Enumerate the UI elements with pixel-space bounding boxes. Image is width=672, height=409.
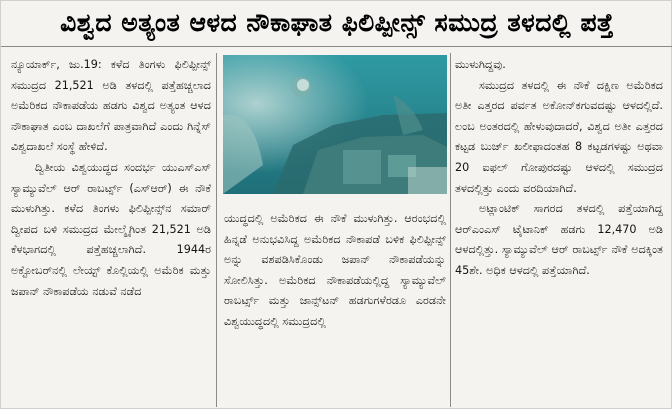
column-divider-left — [216, 53, 217, 407]
shipwreck-image — [223, 55, 447, 194]
column-divider-right — [450, 53, 451, 407]
article-column-1 — [11, 55, 211, 407]
article-column-3 — [455, 55, 663, 407]
article-column-2 — [224, 209, 446, 405]
headline: ವಿಶ್ವದ ಅತ್ಯಂತ ಆಳದ ನೌಕಾಘಾತ ಫಿಲಿಪ್ಪೀನ್ಸ್ ಸಮುದ್ರ ತಳದಲ್ಲಿ ಪತ್ತೆ — [60, 8, 614, 37]
paragraph: ಯುದ್ಧದಲ್ಲಿ ಅಮೆರಿಕದ ಈ ನೌಕೆ ಮುಳುಗಿತ್ತು. ಆರಂಭದಲ್ಲಿ ಹಿನ್ನಡೆ ಅನುಭವಿಸಿದ್ದ ಅಮೆರಿಕದ ನೌಕಾಪಡೆ ಬಳಿಕ ಫಿಲಿಪ್ಪೀನ್ಸ್ ಅನ್ನು ವಶಪಡಿಸಿಕೊಂಡು ಜಪಾನ್ ನೌಕಾಪಡೆಯನ್ನು ಸೋಲಿಸಿತ್ತು. ಅಮೆರಿಕದ ನೌಕಾಪಡೆಯಲ್ಲಿದ್ದ ಸ್ಯಾಮ್ಯುವೆಲ್ ರಾಬರ್ಟ್ಸ್ ಮತ್ತು ಜಾನ್ಸ್‌ಟನ್ ಹಡಗುಗಳೆರಡೂ ಎರಡನೇ ವಿಶ್ವಯುದ್ಧದಲ್ಲಿ ಸಮುದ್ರದಲ್ಲಿ — [224, 212, 446, 328]
headline-divider — [1, 46, 672, 47]
paragraph: ನ್ಯೂಯಾರ್ಕ್, ಜು.19: ಕಳೆದ ತಿಂಗಳು ಫಿಲಿಪ್ಪೀನ್ಸ್ ಸಮುದ್ರದ 21,521 ಅಡಿ ತಳದಲ್ಲಿ ಪತ್ತೆಹಚ್ಚಲಾದ ಅಮೆರಿಕದ ನೌಕಾಪಡೆಯ ಹಡಗು ವಿಶ್ವದ ಅತ್ಯಂತ ಆಳದ ನೌಕಾಘಾತ ಎಂಬ ದಾಖಲೆಗೆ ಪಾತ್ರವಾಗಿದೆ ಎಂದು ಗಿನ್ನೆಸ್ ವಿಶ್ವದಾಖಲೆ ಸಂಸ್ಥೆ ಹೇಳಿದೆ. — [11, 58, 211, 154]
paragraph: ಅಟ್ಲಾಂಟಿಕ್ ಸಾಗರದ ತಳದಲ್ಲಿ ಪತ್ತೆಯಾಗಿದ್ದ ಆರ್‌ಎಂಎಸ್ ಟೈಟಾನಿಕ್ ಹಡಗು 12,470 ಅಡಿ ಆಳದಲ್ಲಿತ್ತು. ಸ್ಯಾಮ್ಯುವೆಲ್ ಆರ್ ರಾಬರ್ಟ್ಸ್ ನೌಕೆ ಅದಕ್ಕಿಂತ 45ಶೇ. ಅಧಿಕ ಆಳದಲ್ಲಿ ಪತ್ತೆಯಾಗಿದೆ. — [455, 202, 663, 277]
paragraph: ದ್ವಿತೀಯ ವಿಶ್ವಯುದ್ಧದ ಸಂದರ್ಭ ಯುಎಸ್‌ಎಸ್ ಸ್ಯಾಮ್ಯುವೆಲ್ ಆರ್ ರಾಬರ್ಟ್ಸ್ (ಎಸ್‌ಆರ್) ಈ ನೌಕೆ ಮುಳುಗಿತ್ತು. ಕಳೆದ ತಿಂಗಳು ಫಿಲಿಪ್ಪೀನ್ಸ್‌ನ ಸಮಾರ್ ದ್ವೀಪದ ಬಳಿ ಸಮುದ್ರದ ಮೇಲ್ಮೈಗಿಂತ 21,521 ಅಡಿ ಕೆಳಭಾಗದಲ್ಲಿ ಪತ್ತೆಹಚ್ಚಲಾಗಿದೆ. 1944ರ ಅಕ್ಟೋಬರ್‌ನಲ್ಲಿ ಲೇಯ್ಟ್ ಕೊಲ್ಲಿಯಲ್ಲಿ ಅಮೆರಿಕ ಮತ್ತು ಜಪಾನ್ ನೌಕಾಪಡೆಯ ನಡುವೆ ನಡೆದ — [11, 160, 211, 298]
sunken-ship-photo — [223, 55, 447, 194]
paragraph: ಮುಳುಗಿದ್ದವು. — [455, 58, 506, 71]
paragraph: ಸಮುದ್ರದ ತಳದಲ್ಲಿ ಈ ನೌಕೆ ದಕ್ಷಿಣ ಅಮೆರಿಕದ ಅತೀ ಎತ್ತರದ ಪರ್ವತ ಅಕೋನ್‌ಕಗುವದಷ್ಟು ಆಳದಲ್ಲಿದೆ. ಲಂಬ ಅಂತರದಲ್ಲಿ ಹೇಳುವುದಾದರೆ, ವಿಶ್ವದ ಅತೀ ಎತ್ತರದ ಕಟ್ಟಡ ಬುರ್ಜ್ ಖಲೀಫಾದಂತಹ 8 ಕಟ್ಟಡಗಳಷ್ಟು ಅಥವಾ 20 ಐಫಲ್ ಗೋಪುರದಷ್ಟು ಆಳದಲ್ಲಿ ಸಮುದ್ರದ ತಳದಲ್ಲಿತ್ತು ಎಂದು ವರದಿಯಾಗಿದೆ. — [455, 78, 663, 195]
